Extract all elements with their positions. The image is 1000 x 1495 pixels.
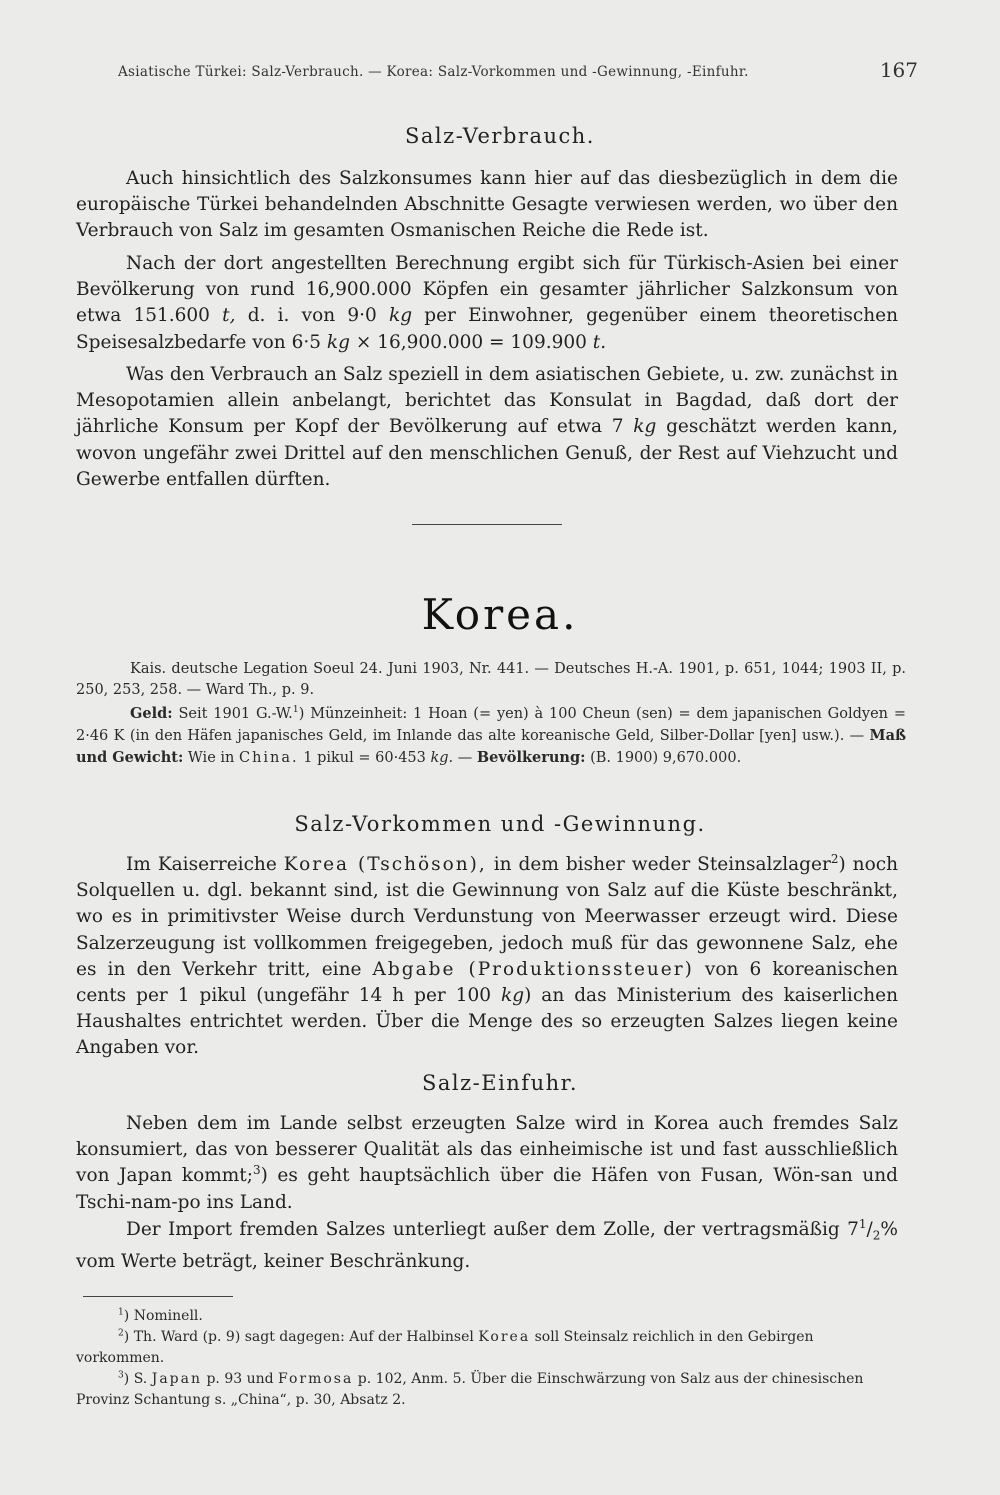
- section-divider: [412, 524, 562, 525]
- paragraph-einfuhr: Neben dem im Lande selbst erzeugten Salze wird in Korea auch fremdes Salz konsumiert, das von besserer Qualität als das einheimische ist und fast ausschließlich von Japan kommt;$^3$) es geht hauptsächlich über die Häfen von Fusan, Wön-san und Tschi-nam-po ins Land.: [76, 1113, 898, 1213]
- paragraph-berechnung: Nach der dort angestellten Berechnung ergibt sich für Türkisch-Asien bei einer Bevölkerung von rund 16,900.000 Köpfen ein gesamter jährlicher Salzkonsum von etwa 151.600 t, d. i. von 9·0 kg per Einwohner, gegenüber einem theoretischen Speisesalzbedarfe von 6·5 kg × 16,900.000 = 109.900 t.: [76, 253, 899, 353]
- footnote-2: $^2$) Th. Ward (p. 9) sagt dagegen: Auf der Halbinsel Korea soll Steinsalz reichlich in den Gebirgen vorkommen.: [76, 1328, 814, 1366]
- korea-sources: Kais. deutsche Legation Soeul 24. Juni 1903, Nr. 441. — Deutsches H.-A. 1901, p. 651, 1044; 1903 II, p. 250, 253, 258. — Ward Th., p. 9.: [76, 661, 906, 698]
- section-title-salz-vorkommen: Salz-Vorkommen und -Gewinnung.: [294, 812, 706, 836]
- footnote-divider: [83, 1296, 233, 1297]
- section-title-salz-einfuhr: Salz-Einfuhr.: [421, 1071, 579, 1095]
- country-title-korea: Korea.: [421, 590, 579, 639]
- page-number: 167: [879, 58, 918, 82]
- korea-currency-info: Geld: Seit 1901 G.-W.$^1$) Münzeinheit: 1 Hoan (= yen) à 100 Cheun (sen) = dem japanischen Goldyen = 2·46 K (in den Häfen japanisches Geld, im Inlande das alte koreanische Geld, Silber-Dollar [yen] usw.). — Maß und Gewicht: Wie in China. 1 pikul = 60·453 kg. — Bevölkerung: (B. 1900) 9,670.000.: [76, 704, 907, 766]
- running-title: Asiatische Türkei: Salz-Verbrauch. — Korea: Salz-Vorkommen und -Gewinnung, -Einfuhr.: [118, 64, 749, 80]
- paragraph-mesopotamien: Was den Verbrauch an Salz speziell in dem asiatischen Gebiete, u. zw. zunächst in Mesopotamien allein anbelangt, berichtet das Konsulat in Bagdad, daß dort der jährliche Konsum per Kopf der Bevölkerung auf etwa 7 kg geschätzt werden kann, wovon ungefähr zwei Drittel auf den menschlichen Genuß, der Rest auf Viehzucht und Gewerbe entfallen dürften.: [76, 364, 898, 490]
- footnote-3: $^3$) S. Japan p. 93 und Formosa p. 102, Anm. 5. Über die Einschwärzung von Salz aus der chinesischen Provinz Schantung s. „China“, p. 30, Absatz 2.: [76, 1370, 864, 1408]
- paragraph-salzkonsum: Auch hinsichtlich des Salzkonsumes kann hier auf das diesbezüglich in dem die europäische Türkei behandelnden Abschnitte Gesagte verwiesen werden, wo über den Verbrauch von Salz im gesamten Osmanischen Reiche die Rede ist.: [76, 168, 898, 242]
- footnote-1: $^1$) Nominell.: [118, 1307, 203, 1324]
- paragraph-gewinnung: Im Kaiserreiche Korea (Tschöson), in dem bisher weder Steinsalzlager$^2$) noch Solquellen u. dgl. bekannt sind, ist die Gewinnung von Salz auf die Küste beschränkt, wo es in primitivster Weise durch Verdunstung von Meerwasser erzeugt wird. Diese Salzerzeugung ist vollkommen freigegeben, jedoch muß für das gewonnene Salz, ehe es in den Verkehr tritt, eine Abgabe (Produktionssteuer) von 6 koreanischen cents per 1 pikul (ungefähr 14 h per 100 kg) an das Ministerium des kaiserlichen Haushaltes entrichtet werden. Über die Menge des so erzeugten Salzes liegen keine Angaben vor.: [76, 851, 898, 1059]
- section-title-salz-verbrauch: Salz-Verbrauch.: [405, 124, 595, 148]
- paragraph-import: Der Import fremden Salzes unterliegt außer dem Zolle, der vertragsmäßig $7^1/_2\%$ vom Werte beträgt, keiner Beschränkung.: [76, 1216, 898, 1272]
- running-header: [118, 58, 918, 82]
